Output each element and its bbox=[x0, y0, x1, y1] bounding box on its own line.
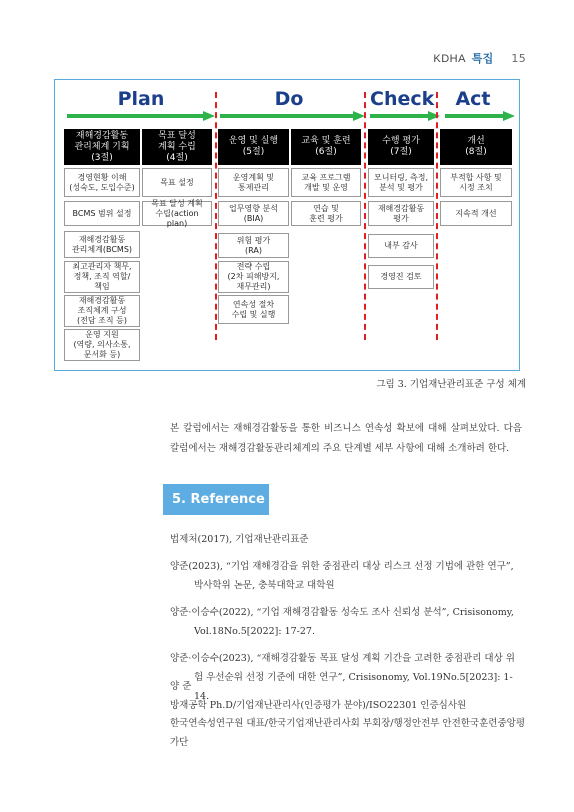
column-title: 재해경감활동 bbox=[75, 130, 129, 141]
column-header-objectives bbox=[142, 129, 212, 165]
phase-label-act: Act bbox=[455, 88, 491, 110]
page-number: 15 bbox=[511, 52, 526, 65]
box-text: 수립(action plan) bbox=[155, 208, 199, 228]
diagram-box bbox=[142, 168, 212, 197]
column-title: 운영 및 실행 bbox=[228, 136, 279, 146]
column-header-planning bbox=[64, 129, 140, 165]
author-line: 한국연속성연구원 대표/한국기업재난관리사회 부회장/행정안전부 안전한국훈련중앙평가단 bbox=[170, 718, 526, 748]
box-text: 훈련 평가 bbox=[309, 213, 343, 223]
box-text: 업무영향 분석 bbox=[229, 203, 278, 213]
column-chapter: (5절) bbox=[242, 147, 265, 157]
box-text: 통제관리 bbox=[238, 182, 269, 192]
section-name: 특집 bbox=[471, 52, 494, 65]
box-text: 재해경감활동 bbox=[377, 203, 425, 213]
box-text: 관리체계(BCMS) bbox=[71, 244, 133, 254]
column-chapter: (3절) bbox=[91, 152, 113, 163]
diagram-box bbox=[64, 295, 140, 327]
diagram-box bbox=[368, 265, 434, 289]
box-text: 목표 설정 bbox=[160, 177, 194, 187]
column-header-improvement bbox=[440, 129, 512, 165]
box-text: 경영현황 이해 bbox=[77, 172, 127, 182]
column-chapter: (4절) bbox=[166, 152, 188, 163]
box-text: 연속성 절차 bbox=[232, 299, 275, 309]
column-title: 관리체계 기획 bbox=[74, 141, 130, 152]
box-text: 개발 및 운영 bbox=[304, 182, 348, 192]
reference-item: 양준·이승수(2022), “기업 재해경감활동 성숙도 조사 신뢰성 분석”, Crisisonomy, Vol.18No.5[2022]: 17-27. bbox=[170, 607, 514, 637]
box-text: 책임 bbox=[94, 282, 110, 291]
column-chapter: (6절) bbox=[315, 147, 337, 157]
box-text: (2차 피해방지, bbox=[227, 272, 280, 281]
diagram-box bbox=[368, 234, 434, 258]
box-text: (성숙도, 도입수준) bbox=[69, 182, 135, 192]
diagram-box bbox=[64, 231, 140, 258]
figure-caption: 그림 3. 기업재난관리표준 구성 체계 bbox=[376, 379, 526, 390]
box-text: 재해경감활동 bbox=[78, 234, 126, 244]
diagram-box bbox=[440, 168, 512, 197]
column-title: 교육 및 훈련 bbox=[301, 136, 351, 146]
box-text: 연습 및 bbox=[313, 203, 339, 213]
page-header bbox=[433, 50, 526, 66]
box-text: 재해경감활동 bbox=[78, 296, 126, 305]
author-name: 양 준 bbox=[170, 681, 192, 692]
diagram-box bbox=[368, 201, 434, 226]
reference-item: 양준·이승수(2023), “재해경감활동 목표 달성 계획 기간을 고려한 중점관리 대상 위험 우선순위 선정 기준에 대한 연구”, Crisisonomy, Vol.19No.5[2023]: 1-14. bbox=[170, 653, 515, 702]
author-line: 방재공학 Ph.D/기업재난관리사(인증평가 분야)/ISO22301 인증심사원 bbox=[170, 699, 467, 711]
box-text: 운영 지원 bbox=[85, 330, 119, 339]
diagram-box bbox=[142, 198, 212, 228]
diagram-box bbox=[64, 201, 140, 226]
phase-divider bbox=[364, 92, 366, 340]
phase-label-do: Do bbox=[274, 88, 304, 110]
diagram-box bbox=[64, 168, 140, 197]
diagram-box bbox=[218, 168, 289, 197]
column-header-training bbox=[291, 129, 361, 165]
box-text: (전담 조직 등) bbox=[77, 316, 127, 325]
box-text: 내부 감사 bbox=[384, 241, 418, 250]
reference-item: 법제처(2017), 기업재난관리표준 bbox=[170, 534, 309, 545]
box-text: 수립 및 실행 bbox=[231, 309, 276, 319]
column-header-evaluation bbox=[368, 129, 434, 165]
arrow-act-icon bbox=[445, 111, 515, 121]
box-text: 재무관리) bbox=[236, 282, 271, 291]
arrow-plan-icon bbox=[67, 111, 215, 121]
box-text: 부적합 사항 및 bbox=[450, 172, 502, 182]
reference-item: 양준(2023), “기업 재해경감을 위한 중점관리 대상 리스크 선정 기법에 관한 연구”, 박사학위 논문, 충북대학교 대학원 bbox=[170, 561, 514, 591]
box-text: (BIA) bbox=[243, 213, 264, 223]
diagram-box bbox=[64, 329, 140, 361]
box-text: 목표 달성 계획 bbox=[151, 198, 203, 208]
phase-label-check: Check bbox=[370, 88, 435, 110]
body-paragraph: 본 칼럼에서는 재해경감활동을 통한 비즈니스 연속성 확보에 대해 살펴보았다. 다음 칼럼에서는 재해경감활동관리체계의 주요 단계별 세부 사항에 대해 소개하려 한다. bbox=[170, 423, 522, 454]
arrow-do-icon bbox=[220, 111, 365, 121]
phase-divider bbox=[215, 92, 217, 340]
box-text: 분석 및 평가 bbox=[379, 182, 423, 192]
box-text: BCMS 범위 설정 bbox=[72, 208, 132, 218]
box-text: 전략 수립 bbox=[236, 262, 271, 271]
box-text: 평가 bbox=[393, 213, 409, 223]
phase-label-plan: Plan bbox=[117, 88, 165, 110]
box-text: 모니터링, 측정, bbox=[374, 172, 428, 182]
box-text: 문서화 등) bbox=[83, 350, 121, 359]
column-title: 수행 평가 bbox=[382, 136, 420, 146]
column-header-operation bbox=[218, 129, 289, 165]
column-title: 개선 bbox=[467, 136, 485, 146]
column-title: 목표 달성 bbox=[158, 130, 196, 141]
box-text: 경영진 검토 bbox=[380, 272, 422, 281]
arrow-check-icon bbox=[370, 111, 440, 121]
column-chapter: (7절) bbox=[390, 147, 412, 157]
column-title: 계획 수립 bbox=[158, 141, 196, 152]
diagram-box bbox=[291, 201, 361, 226]
diagram-box bbox=[440, 201, 512, 226]
box-text: 위험 평가 bbox=[236, 235, 271, 245]
box-text: (역량, 의사소통, bbox=[73, 340, 131, 349]
box-text: 최고관리자 책무, bbox=[72, 262, 132, 271]
reference-heading: 5. Reference bbox=[163, 484, 269, 515]
box-text: 조직체계 구성 bbox=[77, 306, 127, 315]
phase-divider bbox=[436, 92, 438, 340]
diagram-box bbox=[218, 233, 289, 258]
box-text: 교육 프로그램 bbox=[301, 172, 351, 182]
box-text: (RA) bbox=[245, 245, 262, 255]
pdca-diagram bbox=[54, 79, 520, 371]
column-chapter: (8절) bbox=[465, 147, 487, 157]
diagram-box bbox=[218, 261, 289, 293]
diagram-box bbox=[368, 168, 434, 197]
diagram-box bbox=[291, 168, 361, 197]
diagram-box bbox=[218, 295, 289, 324]
author-bio bbox=[170, 678, 530, 752]
box-text: 운영계획 및 bbox=[232, 172, 275, 182]
magazine-name: KDHA bbox=[433, 53, 466, 65]
box-text: 지속적 개선 bbox=[455, 208, 497, 218]
diagram-box bbox=[218, 201, 289, 226]
box-text: 정책, 조직 역할/ bbox=[73, 272, 131, 281]
diagram-box bbox=[64, 261, 140, 293]
box-text: 시정 조치 bbox=[459, 182, 493, 192]
